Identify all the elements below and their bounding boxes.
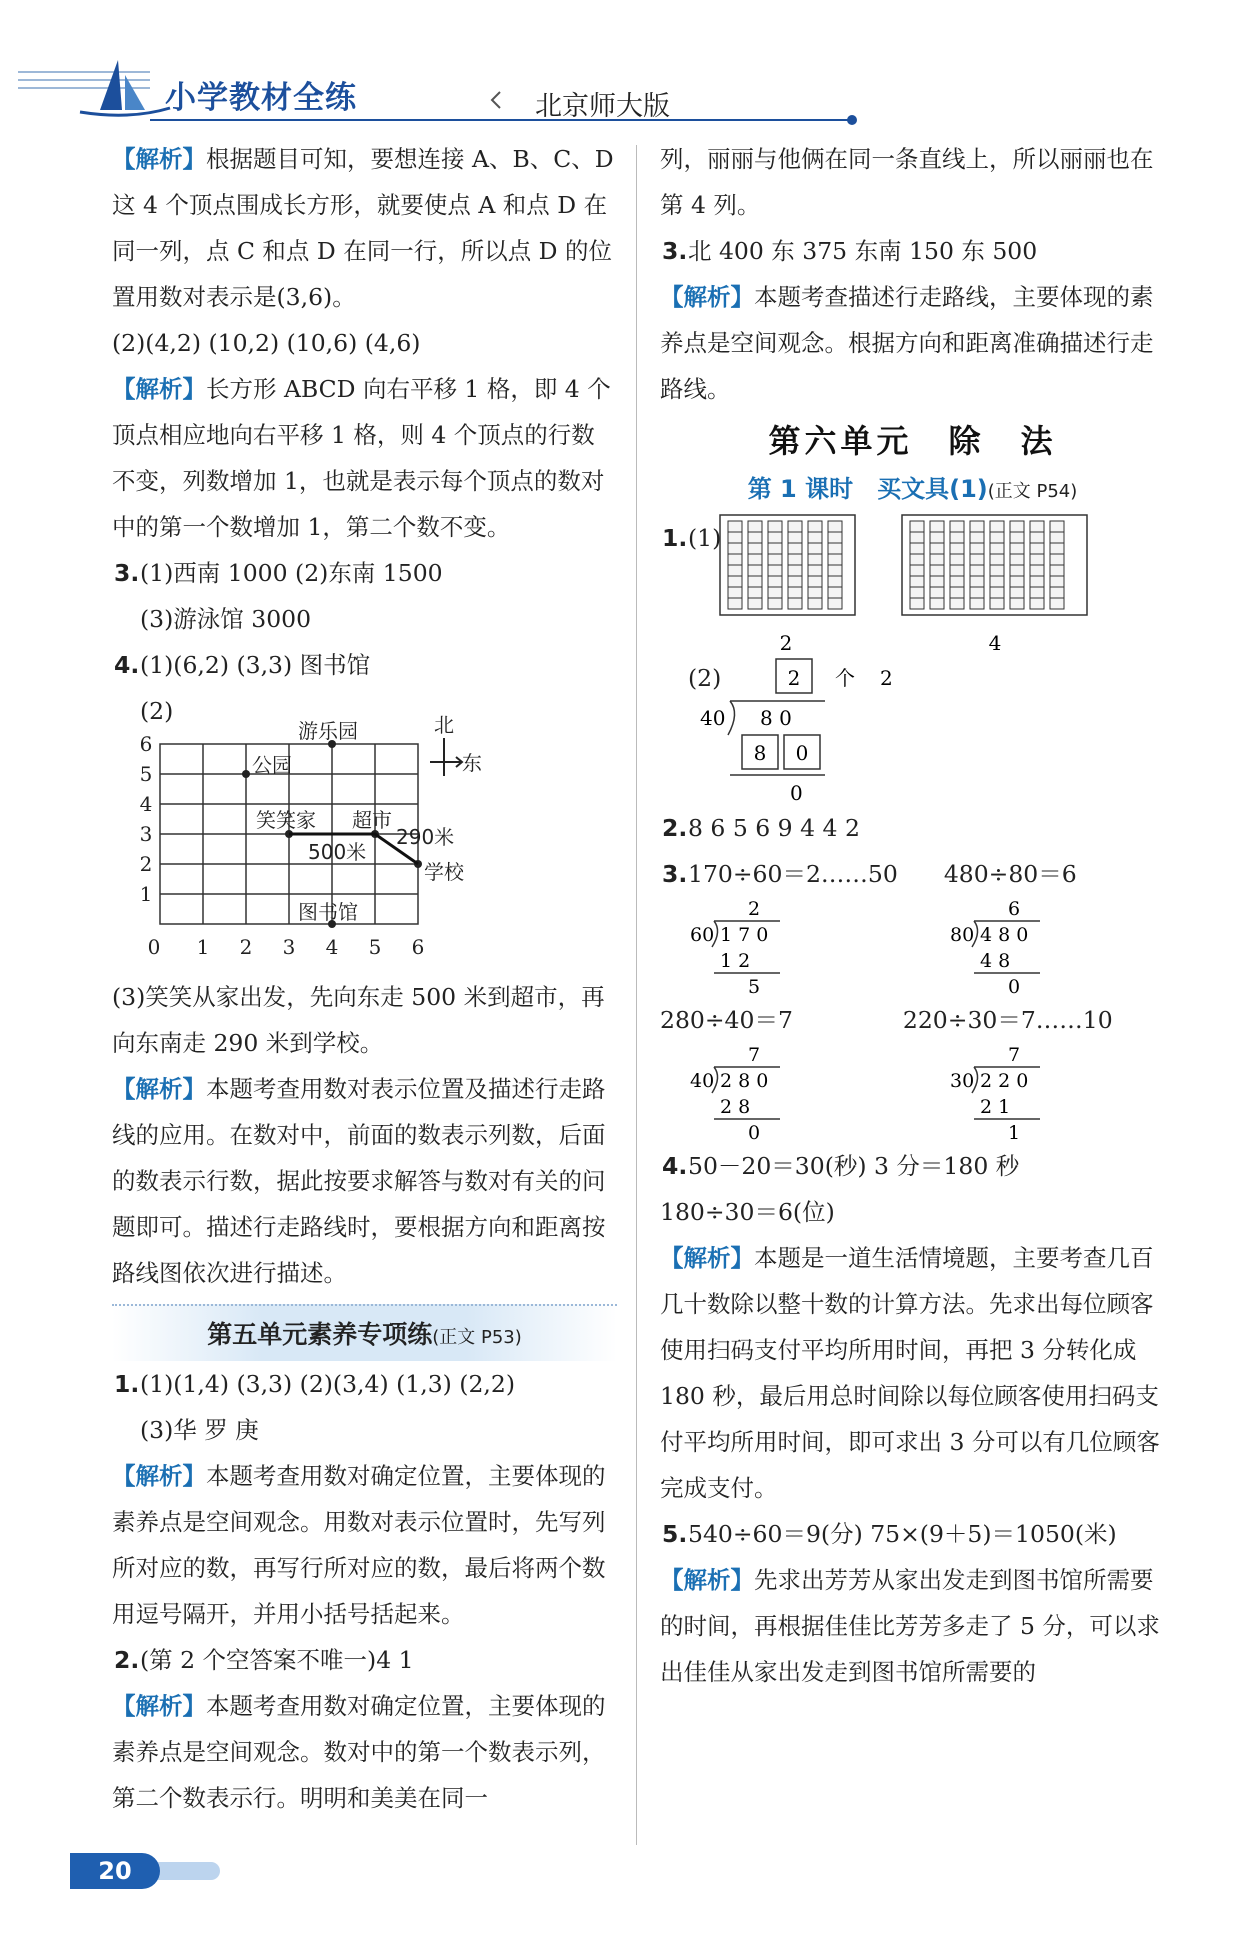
div-quotient: 7 xyxy=(1008,1044,1021,1066)
div-dividend: 2 8 0 xyxy=(720,1070,769,1092)
chevron-left-icon xyxy=(492,92,500,108)
x-tick: 5 xyxy=(368,935,382,959)
rods-label: 4 xyxy=(988,631,1002,655)
coordinate-map xyxy=(112,713,617,974)
answer-line: (3)华 罗 庚 xyxy=(140,1416,259,1444)
rods-label: 2 xyxy=(779,631,793,655)
place-label: 超市 xyxy=(352,808,392,832)
analysis-tag: 【解析】 xyxy=(112,145,206,173)
question-number: 3. xyxy=(114,559,140,587)
div-remainder: 0 xyxy=(748,1122,761,1144)
y-tick: 2 xyxy=(139,852,153,876)
answer-line: 540÷60＝9(分) 75×(9＋5)＝1050(米) xyxy=(688,1520,1117,1548)
answer-line: 北 400 东 375 东南 150 东 500 xyxy=(688,237,1038,265)
analysis-text: 长方形 ABCD 向右平移 1 格，即 4 个顶点相应地向右平移 1 格，则 4 个顶点的行数不变，列数增加 1，也就是表示每个顶点的数对中的第一个数增加 1，第二个数不变。 xyxy=(112,375,611,541)
question-number: 3. xyxy=(662,237,688,265)
answer-value: 2 xyxy=(880,666,893,690)
analysis-text: 本题是一道生活情境题，主要考查几百几十数除以整十数的计算方法。先求出每位顾客使用扫码支付平均所用时间，再把 3 分转化成 180 秒，最后用总时间除以每位顾客使用扫码支付平均所用时间，即可求出 3 分可以有几位顾客完成支付。 xyxy=(660,1244,1160,1502)
question-number: 2. xyxy=(114,1646,140,1674)
question-number: 5. xyxy=(662,1520,688,1548)
x-tick: 1 xyxy=(196,935,210,959)
answer-line: 50－20＝30(秒) 3 分＝180 秒 xyxy=(688,1152,1020,1180)
answer-line: (第 2 个空答案不唯一)4 1 xyxy=(140,1646,414,1674)
place-label: 游乐园 xyxy=(298,719,358,743)
y-tick: 1 xyxy=(139,882,153,906)
answer-line: (2) xyxy=(688,664,722,692)
y-tick: 4 xyxy=(139,792,153,816)
analysis-text: 本题考查描述行走路线，主要体现的素养点是空间观念。根据方向和距离准确描述行走路线。 xyxy=(660,283,1154,403)
div-dividend: 4 8 0 xyxy=(980,924,1029,946)
lesson-title xyxy=(660,466,1165,515)
place-label: 图书馆 xyxy=(298,900,358,924)
x-tick: 2 xyxy=(239,935,253,959)
vertical-division-row xyxy=(660,897,1165,997)
div-dividend: 2 2 0 xyxy=(980,1070,1029,1092)
brand-title: 小学教材全练 xyxy=(165,80,357,116)
question-number: 4. xyxy=(114,651,140,679)
div-product: 4 8 xyxy=(980,950,1011,972)
analysis-text: 先求出芳芳从家出发走到图书馆所需要的时间，再根据佳佳比芳芳多走了 5 分，可以求出佳佳从家出发走到图书馆所需要的 xyxy=(660,1566,1160,1686)
question-number: 3. xyxy=(662,860,688,888)
analysis-text: 本题考查用数对确定位置，主要体现的素养点是空间观念。用数对表示位置时，先写列所对应的数，再写行所对应的数，最后将两个数用逗号隔开，并用小括号括起来。 xyxy=(112,1462,606,1628)
equation: 220÷30＝7……10 xyxy=(902,1006,1113,1034)
answer-line: (2) xyxy=(140,697,174,725)
x-tick: 3 xyxy=(282,935,296,959)
vertical-division-row xyxy=(660,1043,1165,1143)
analysis-tag: 【解析】 xyxy=(112,1692,206,1720)
place-label: 笑笑家 xyxy=(256,808,316,832)
equation: 280÷40＝7 xyxy=(660,1006,793,1034)
equation: 170÷60＝2……50 xyxy=(688,860,898,888)
answer-line: 180÷30＝6(位) xyxy=(660,1198,835,1226)
product-box: 8 xyxy=(753,741,767,765)
analysis-tag: 【解析】 xyxy=(112,375,206,403)
edition-label: 北京师大版 xyxy=(535,91,670,122)
unit-banner xyxy=(112,1304,617,1361)
question-number: 1. xyxy=(662,524,688,552)
answer-line: (1)(1,4) (3,3) (2)(3,4) (1,3) (2,2) xyxy=(140,1370,516,1398)
lesson-ref: (正文 P54) xyxy=(987,481,1078,502)
answer-line: (1) xyxy=(688,524,722,552)
div-remainder: 0 xyxy=(1008,976,1021,998)
analysis-text: 列，丽丽与他俩在同一条直线上，所以丽丽也在第 4 列。 xyxy=(660,145,1154,219)
place-label: 学校 xyxy=(424,860,464,884)
answer-line: (3)笑笑从家出发，先向东走 500 米到超市，再向东南走 290 米到学校。 xyxy=(112,983,605,1057)
y-tick: 5 xyxy=(139,762,153,786)
div-divisor: 40 xyxy=(690,1070,715,1092)
answer-line: (1)(6,2) (3,3) 图书馆 xyxy=(140,651,371,679)
analysis-text: 本题考查用数对确定位置，主要体现的素养点是空间观念。数对中的第一个数表示列，第二个数表示行。明明和美美在同一 xyxy=(112,1692,606,1812)
sailboat-icon xyxy=(100,60,122,110)
place-label: 500米 xyxy=(308,840,367,864)
analysis-text: 根据题目可知，要想连接 A、B、C、D 这 4 个顶点围成长方形，就要使点 A 和点 D 在同一列，点 C 和点 D 在同一行，所以点 D 的位置用数对表示是(3,6)。 xyxy=(112,145,614,311)
analysis-tag: 【解析】 xyxy=(112,1075,206,1103)
dividend: 8 0 xyxy=(760,706,792,730)
x-tick: 4 xyxy=(325,935,339,959)
right-column xyxy=(660,136,1165,1695)
lesson-name: 第 1 课时 买文具(1) xyxy=(747,475,988,503)
analysis-tag: 【解析】 xyxy=(112,1462,206,1490)
place-label: 公园 xyxy=(252,753,292,777)
question-number: 1. xyxy=(114,1370,140,1398)
compass-north: 北 xyxy=(434,713,454,737)
remainder: 0 xyxy=(790,781,803,805)
divisor: 40 xyxy=(700,706,726,730)
analysis-tag: 【解析】 xyxy=(660,1566,754,1594)
unit-six-title: 第六单元 除 法 xyxy=(768,422,1057,460)
page-number: 20 xyxy=(70,1853,160,1889)
question-number: 2. xyxy=(662,814,688,842)
div-divisor: 80 xyxy=(950,924,975,946)
answer-line: (3)游泳馆 3000 xyxy=(140,605,312,633)
x-tick: 6 xyxy=(411,935,425,959)
div-dividend: 1 7 0 xyxy=(720,924,769,946)
div-quotient: 6 xyxy=(1008,898,1021,920)
div-product: 1 2 xyxy=(720,950,751,972)
counting-rods-figure xyxy=(660,515,1165,655)
long-division-figure xyxy=(660,655,1165,805)
unit-title: 第五单元素养专项练 xyxy=(207,1320,433,1349)
place-label: 290米 xyxy=(396,825,455,849)
unit-label: 个 xyxy=(835,666,855,690)
column-divider xyxy=(636,145,637,1845)
div-remainder: 5 xyxy=(748,976,761,998)
answer-line: 8 6 5 6 9 4 4 2 xyxy=(688,814,860,842)
analysis-tag: 【解析】 xyxy=(660,1244,754,1272)
div-quotient: 2 xyxy=(748,898,761,920)
x-tick: 0 xyxy=(147,935,161,959)
analysis-tag: 【解析】 xyxy=(660,283,754,311)
product-box: 0 xyxy=(795,741,809,765)
equation: 480÷80＝6 xyxy=(943,860,1077,888)
answer-line: (1)西南 1000 (2)东南 1500 xyxy=(140,559,443,587)
div-divisor: 30 xyxy=(950,1070,975,1092)
compass-icon xyxy=(430,738,462,776)
y-tick: 3 xyxy=(139,822,153,846)
div-divisor: 60 xyxy=(690,924,715,946)
answer-line: (2)(4,2) (10,2) (10,6) (4,6) xyxy=(112,329,421,357)
compass-east: 东 xyxy=(462,751,482,775)
page-number-tail xyxy=(150,1862,220,1880)
div-product: 2 1 xyxy=(980,1096,1011,1118)
div-product: 2 8 xyxy=(720,1096,751,1118)
analysis-text: 本题考查用数对表示位置及描述行走路线的应用。在数对中，前面的数表示列数，后面的数表示行数，据此按要求解答与数对有关的问题即可。描述行走路线时，要根据方向和距离按路线图依次进行描述。 xyxy=(112,1075,606,1287)
div-quotient: 7 xyxy=(748,1044,761,1066)
page-header xyxy=(0,0,1250,130)
div-remainder: 1 xyxy=(1008,1122,1021,1144)
question-number: 4. xyxy=(662,1152,688,1180)
y-tick: 6 xyxy=(139,732,153,756)
unit-ref: (正文 P53) xyxy=(432,1327,522,1348)
quotient-box: 2 xyxy=(787,666,801,690)
left-column xyxy=(112,136,617,1821)
